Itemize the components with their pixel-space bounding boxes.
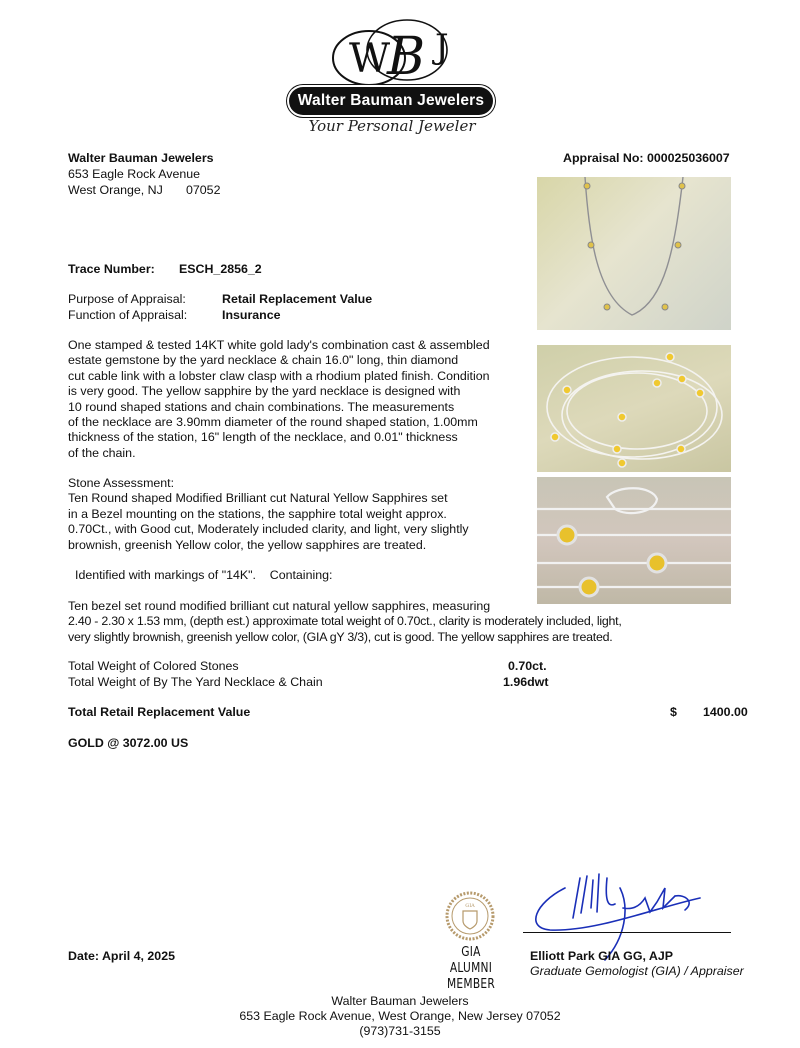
- function-label: Function of Appraisal:: [68, 308, 188, 322]
- svg-text:B: B: [387, 27, 426, 87]
- necklace-photo-coiled: [537, 345, 731, 472]
- wbj-monogram-icon: [287, 6, 497, 88]
- total-currency: $: [670, 705, 677, 719]
- gia-badge-line1: GIA ALUMNI: [449, 945, 493, 976]
- appraisal-number: Appraisal No: 000025036007: [563, 151, 730, 165]
- logo-band-text: Walter Bauman Jewelers: [297, 92, 485, 109]
- purpose-value: Retail Replacement Value: [222, 292, 373, 306]
- description-line: cut cable link with a lobster claw clasp with a rhodium plated finish. Condition: [68, 368, 490, 383]
- containing-details: [68, 599, 622, 645]
- identified-markings: Identified with markings of "14K". Containing:: [75, 568, 333, 582]
- description-line: estate gemstone by the yard necklace & chain 16.0" long, thin diamond: [68, 353, 459, 368]
- description-line: One stamped & tested 14KT white gold lady's combination cast & assembled: [68, 338, 490, 352]
- purpose-label: Purpose of Appraisal:: [68, 292, 186, 306]
- stone-assessment-line: in a Bezel mounting on the stations, the sapphire total weight approx.: [68, 506, 447, 521]
- description-line: 10 round shaped stations and chain combinations. The measurements: [68, 399, 455, 414]
- weight-label-stones: Total Weight of Colored Stones: [68, 659, 239, 673]
- company-city: West Orange, NJ: [68, 183, 163, 197]
- necklace-photo-full: [537, 177, 731, 330]
- company-name: Walter Bauman Jewelers: [68, 151, 214, 165]
- trace-value: ESCH_2856_2: [179, 262, 262, 276]
- gia-badge-line2: MEMBER: [446, 977, 496, 992]
- description-line: is very good. The yellow sapphire by the yard necklace is designed with: [68, 384, 461, 399]
- stone-assessment: [68, 476, 469, 553]
- description-line: of the chain.: [68, 445, 136, 460]
- total-value-label: Total Retail Replacement Value: [68, 705, 251, 719]
- company-address: 653 Eagle Rock Avenue: [68, 167, 201, 181]
- svg-text:W: W: [349, 36, 391, 82]
- svg-text:GIA: GIA: [465, 903, 475, 909]
- item-description: [68, 338, 490, 461]
- trace-label: Trace Number:: [68, 262, 155, 276]
- appraiser-name: Elliott Park GIA GG, AJP: [530, 949, 673, 963]
- stone-assessment-line: 0.70Ct., with Good cut, Moderately included clarity, and light, very slightly: [68, 522, 469, 537]
- function-value: Insurance: [222, 308, 281, 322]
- footer-phone: (973)731-3155: [359, 1024, 441, 1038]
- total-value-amount: 1400.00: [703, 705, 748, 719]
- svg-text:J: J: [435, 27, 449, 67]
- footer-address: 653 Eagle Rock Avenue, West Orange, New Jersey 07052: [239, 1009, 561, 1023]
- weight-value-chain: 1.96dwt: [503, 675, 549, 689]
- appraiser-title: Graduate Gemologist (GIA) / Appraiser: [530, 964, 744, 978]
- containing-line: very slightly brownish, greenish yellow color, (GIA gY 3/3), cut is good. The yellow sapphires are treated.: [68, 629, 613, 644]
- description-line: thickness of the station, 16" length of the necklace, and 0.01" thickness: [68, 430, 458, 445]
- gia-alumni-badge: [442, 945, 499, 993]
- company-logo: [287, 6, 497, 134]
- containing-line: Ten bezel set round modified brilliant cut natural yellow sapphires, measuring: [68, 599, 491, 613]
- company-zip: 07052: [186, 183, 221, 197]
- stone-assessment-line: brownish, greenish Yellow color, the yellow sapphires are treated.: [68, 537, 427, 552]
- signature-line: [523, 932, 731, 933]
- gia-seal-icon: [445, 891, 495, 941]
- logo-tagline: Your Personal Jeweler: [308, 117, 476, 135]
- weight-value-stones: 0.70ct.: [508, 659, 547, 673]
- necklace-photo-closeup: [537, 477, 731, 604]
- gold-price: GOLD @ 3072.00 US: [68, 736, 189, 750]
- stone-assessment-line: Ten Round shaped Modified Brilliant cut Natural Yellow Sapphires set: [68, 491, 448, 506]
- logo-band: [289, 87, 493, 115]
- footer-company: Walter Bauman Jewelers: [331, 994, 469, 1008]
- weight-label-chain: Total Weight of By The Yard Necklace & Chain: [68, 675, 323, 689]
- description-line: of the necklace are 3.90mm diameter of the round shaped station, 1.00mm: [68, 415, 478, 430]
- stone-assessment-heading: Stone Assessment:: [68, 476, 175, 490]
- containing-line: 2.40 - 2.30 x 1.53 mm, (depth est.) approximate total weight of 0.70ct., clarity is moderately included, light,: [68, 614, 622, 629]
- appraisal-date: Date: April 4, 2025: [68, 949, 175, 963]
